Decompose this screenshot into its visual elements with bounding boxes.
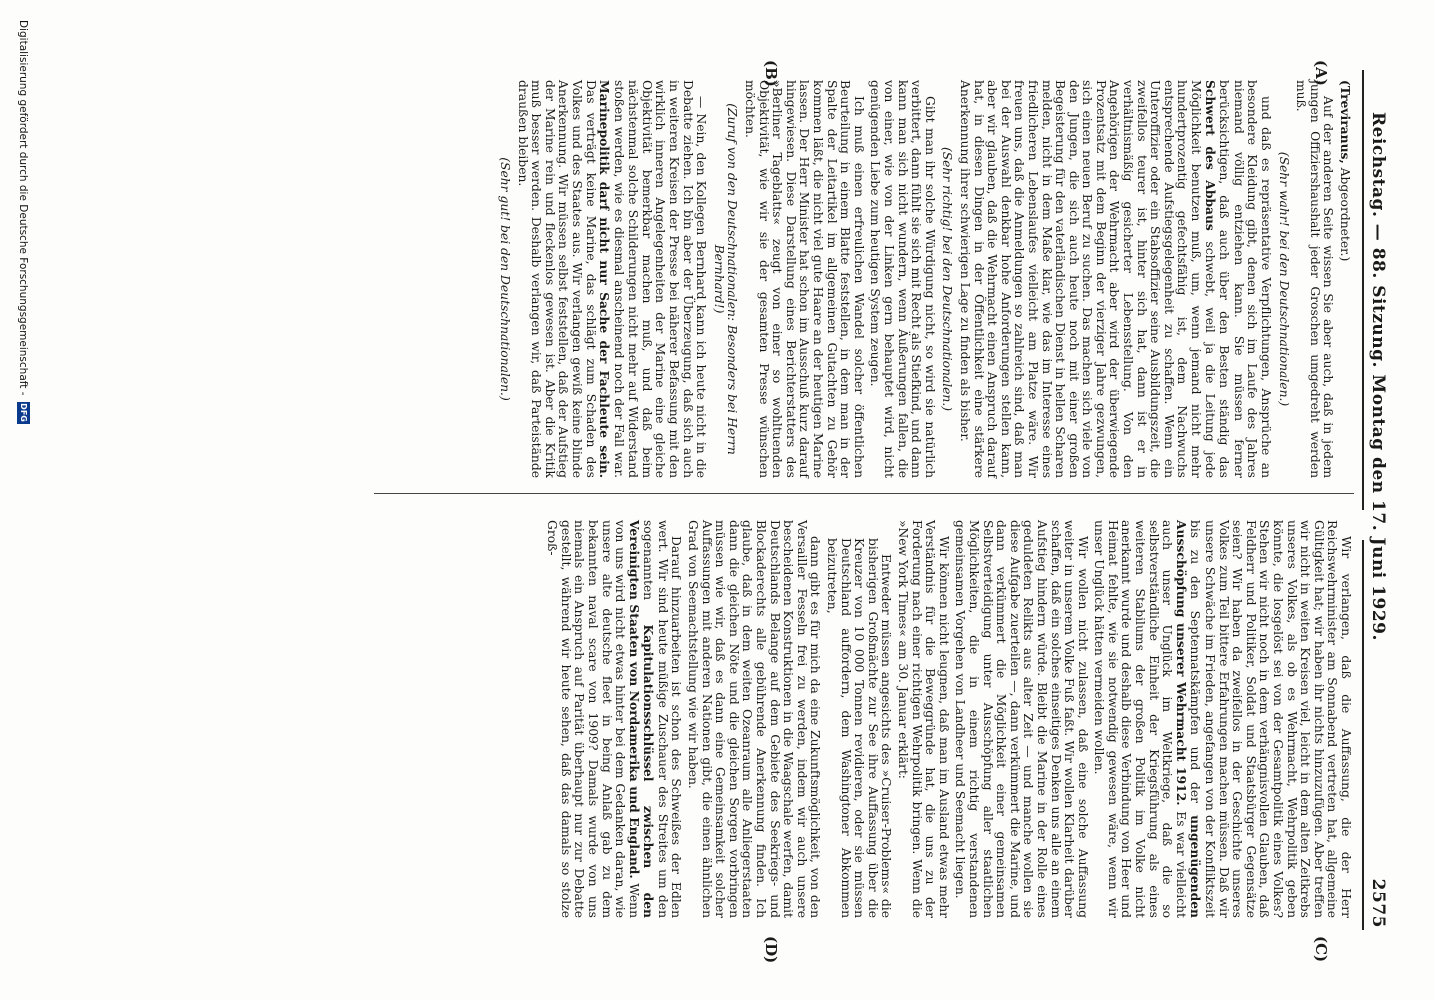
paragraph-text: Wir können nicht leugnen, daß man im Ausland etwas mehr Verständnis für die Beweggründe hat, die uns zu der Forderung nach einer richtigen Wehrpolitik bringen. Wenn die »New York Times« am 30. Januar erklärt: (896, 520, 951, 918)
paragraph-text: schwebt, weil ja die Leitung jede Möglichkeit benutzen muß, um, wenn jemand nicht mehr hundertprozentig gefechtsfähig ist, dem Nachwuchs entsprechende Aufstiegsgelegenheit zu schaffen. Wenn ein Unteroffizier oder ein Stabsoffizier seine Ausbildungszeit, die zweifellos teurer ist, hinter sich hat, dann ist er in verhältnismäßig gesicherter Lebensstellung. Von den Angehörigen der Wehrmacht aber wird der überwiegende Prozentsatz mit dem Beginn der vierziger Jahre gezwungen, sich einen neuen Beruf zu suchen. Das machen sich viele von den Jungen, die sich auch heute noch mit einer großen Begeisterung für den vaterländischen Dienst in hellen Scharen melden, nicht in dem Maße klar, wie das im Interesse eines friedlicheren Lebenslaufes vielleicht am Platze wäre. Wir freuen uns, daß die Anmeldungen so zahlreich sind, daß man bei der Auswahl denkbar hohe Anforderungen stellen kann, aber wir glauben, daß die Wehrmacht einen Anspruch darauf hat, in diesen Dingen in der Öffentlichkeit eine stärkere Anerkennung ihrer schwierigen Lage zu finden als bisher. (957, 80, 1217, 478)
page-header-title: Reichstag. — 88. Sitzung. Montag den 17. Juni 1929. (1368, 112, 1388, 641)
emphasized-phrase: Kapitulationsschlüssel zwischen den Vereinigten Staaten von Nordamerika und England. (626, 520, 657, 918)
page-number: 2575 (1368, 878, 1388, 928)
paragraph-text: Wir verlangen, daß die Auffassung, die der Herr Reichswehrminister am Sonnabend vertreten hat, allgemeine Gültigkeit hat; wir haben ihr nichts hinzuzufügen. Aber treffen wir nicht in weiten Kreisen viel, leicht in dem alten Zeitkrebs unseres Volkes, als ob es Wehrmacht, Wehrpolitik geben könnte, die losgelöst sei von der Gesamtpolitik eines Volkes? Stehen wir nicht noch in dem verhängnisvollen Glauben, daß Feldherr und Politiker, Soldat und Staatsbürger Gegensätze seien? Wir haben da zweifellos in der Geschichte unseres Volkes zum Teil bittere Erfahrungen machen müssen. Daß wir unsere Schwäche im Frieden, angefangen von der Konfliktszeit bis zu den Septennatskämpfen und der (1188, 520, 1353, 918)
interjection: (Sehr wahr! bei den Deutschnationalen.) (1276, 151, 1291, 407)
paragraph (957, 80, 1272, 478)
speaker-line (1337, 80, 1352, 478)
paragraph (953, 520, 1089, 918)
interjection: (Sehr gut! bei den Deutschnationalen.) (497, 157, 512, 401)
speaker-role: Abgeordneter.) (1338, 163, 1352, 262)
right-text-column (542, 520, 1352, 918)
speaker-name: (Treviranus, (1338, 80, 1353, 164)
interjection: (Zuruf von den Deutschnationalen: Besonders bei Herrn Bernhard!) (711, 103, 740, 455)
digitization-footer (17, 20, 30, 424)
paragraph-text: Darauf hinzuarbeiten ist schon des Schweißes der Edlen wert. Wir sind heute müßige Zuschauer des Streites um den sogenannten (641, 520, 684, 918)
paragraph-text: — Nein, den Kollegen Bernhard kann ich heute nicht in die Debatte ziehen. Ich bin aber der Überzeugung, daß sich auch in weiteren Kreisen der Presse bei näherer Befassung mit den wirklich inneren Angelegenheiten der Marine eine gleiche Objektivität bemerkbar machen muß, und daß beim nächstenmal solche Schilderungen nicht mehr auf Widerstand stoßen werden, wie es diesmal anscheinend noch der Fall war. (611, 80, 709, 478)
paragraph-text: Wenn von uns wird nicht etwas hinter bei dem Gedanken daran, wie unsere alte deutsche fleet in being Anlaß gab zu dem bekannten naval scare von 1909? Damals wurde von uns niemals ein Anspruch auf Parität überhaupt nur zur Debatte gestellt, während wir heute sehen, daß das damals so stolze Groß- (545, 520, 641, 918)
header-rule-right (1362, 540, 1364, 930)
paragraph-text: Das verträgt keine Marine, das schlägt zum Schaden des Volkes und des Staates aus. Wir verlangen gewiß keine blinde Anerkennung. Wir müssen selbst feststellen, daß der Aufstieg der Marine rein und fleckenlos gewesen ist. Aber die Kritik muß besser werden. Deshalb verlangen wir, daß Parteistände draußen bleiben. (515, 80, 598, 478)
paragraph (545, 520, 683, 918)
paragraph-text: Gibt man ihr solche Würdigung nicht, so wird sie natürlich verbittert, dann fühlt sie sich mit Recht als Stiefkind, und dann kann man sich nicht wundern, wenn Äußerungen fallen, die von einer, wie von der Linken gern behauptet wird, nicht genügenden Liebe zum heutigen System zeugen. (868, 80, 937, 478)
paragraph (895, 520, 949, 918)
block-quote (824, 520, 892, 918)
paragraph-text: dann gibt es für mich da eine Zukunftsmöglichkeit, von den Versailler Fesseln frei zu werden, indem wir auch unsere bescheidenen Konstruktionen in die Waagschale werfen, damit Deutschlands Belange auf dem Gebiete des Seekriegs- und Blockaderechts alle gebührende Anerkennung finden. Ich glaube, daß in dem weiten Ozeanraum alle Anliegerstaaten dann die gleichen Nöte und die gleichen Sorgen vorbringen müssen wie wir, daß es dann eine Gemeinsamkeit solcher Auffassungen mit anderen Nationen gibt, die einen ähnlichen Grad von Seemachtstellung wie wir haben. (686, 520, 823, 918)
footer-text: Digitalisierung gefördert durch die Deutsche Forschungsgemeinschaft - (17, 20, 30, 396)
paragraph-text: Es war vielleicht auch unser Unglück im Weltkriege, daß die so selbstverständliche Einheit der Kriegsführung als eines weiteren Stabilums der großen Politik im Volke nicht anerkannt wurde und deshalb diese Verbindung von Heer und Heimat fehlte, wie sie notwendig gewesen wäre, wenn wir unser Unglück hätten vermeiden wollen. (1092, 520, 1188, 918)
header-rule-left (1362, 70, 1364, 510)
paragraph (686, 520, 822, 918)
emphasized-phrase: Schwert des Abbaus (1202, 80, 1218, 242)
margin-marker-a: (A) (1312, 60, 1330, 86)
left-text-column (493, 80, 1352, 478)
paragraph-text: Ich muß einen erfreulichen Wandel solcher öffentlichen Beurteilung in einem Blatte feststellen, in dem man in der Spalte der Leitartikel im allgemeinen Gutachten zu Gehör kommen läßt, die nicht viel gute Haare an der heutigen Marine lassen. Der Herr Minister hat schon im Ausschuß kurz darauf hingewiesen. Diese Darstellung eines Berichterstatters des »Berliner Tageblatts« zeugt von einer so wohltuenden Objektivität, wie wir sie der gesamten Presse wünschen möchten. (743, 80, 866, 478)
margin-marker-b: (B) (762, 60, 780, 87)
quoted-text: Entweder müssen angesichts des »Cruiser-Problems« die bisherigen Großmächte zur See ihre Auffassung über die Kreuzer von 10 000 Tonnen revidieren, oder sie müssen Deutschland auffordern, dem Washingtoner Abkommen beizutreten, (825, 538, 894, 918)
interjection: (Sehr richtig! bei den Deutschnationalen.) (940, 146, 955, 412)
column-divider (374, 493, 1354, 494)
margin-marker-c: (C) (1312, 936, 1330, 963)
margin-marker-d: (D) (762, 936, 780, 964)
paragraph-text: Wir wollen nicht zulassen, daß eine solche Auffassung weiter in unserem Volke Fuß faßt. Wir wollen Klarheit darüber schaffen, daß ein solches einseitiges Denken uns alle an einem Aufstieg hindern würde. Bleibt die Marine in der Rolle eines geduldeten Relikts aus alter Zeit — und manche wollen sie diese Aufgabe zuerteilen —, dann verkümmert die Marine, und dann verkümmert die Möglichkeit einer gemeinsamen Selbstverteidigung unter Ausschöpfung aller staatlichen Möglichkeiten, die in einem richtig verstandenen gemeinsamen Vorgehen von Landheer und Seemacht liegen. (953, 520, 1090, 918)
paragraph (1092, 520, 1352, 918)
emphasized-phrase: Marinepolitik darf nicht nur Sache der Fachleute sein. (597, 80, 613, 478)
paragraph-text: und daß es repräsentative Verpflichtungen, Ansprüche an besondere Kleidung gibt, denen sich im Laufe des Jahres niemand völlig entziehen kann. Sie müssen ferner berücksichtigen, daß auch über den Besten ständig das (1217, 80, 1274, 478)
paragraph-text: Auf der anderen Seite wissen Sie aber auch, daß in jedem jungen Offiziershaushalt jeder Groschen umgedreht werden muß. (1294, 80, 1336, 478)
dfg-logo-icon: DFG (19, 403, 28, 422)
paragraph (1294, 80, 1335, 478)
emphasized-phrase: ungenügenden Ausschöpfung unserer Wehrmacht 1912. (1173, 520, 1204, 918)
paragraph (742, 80, 864, 478)
paragraph (515, 80, 707, 478)
paragraph (868, 80, 936, 478)
